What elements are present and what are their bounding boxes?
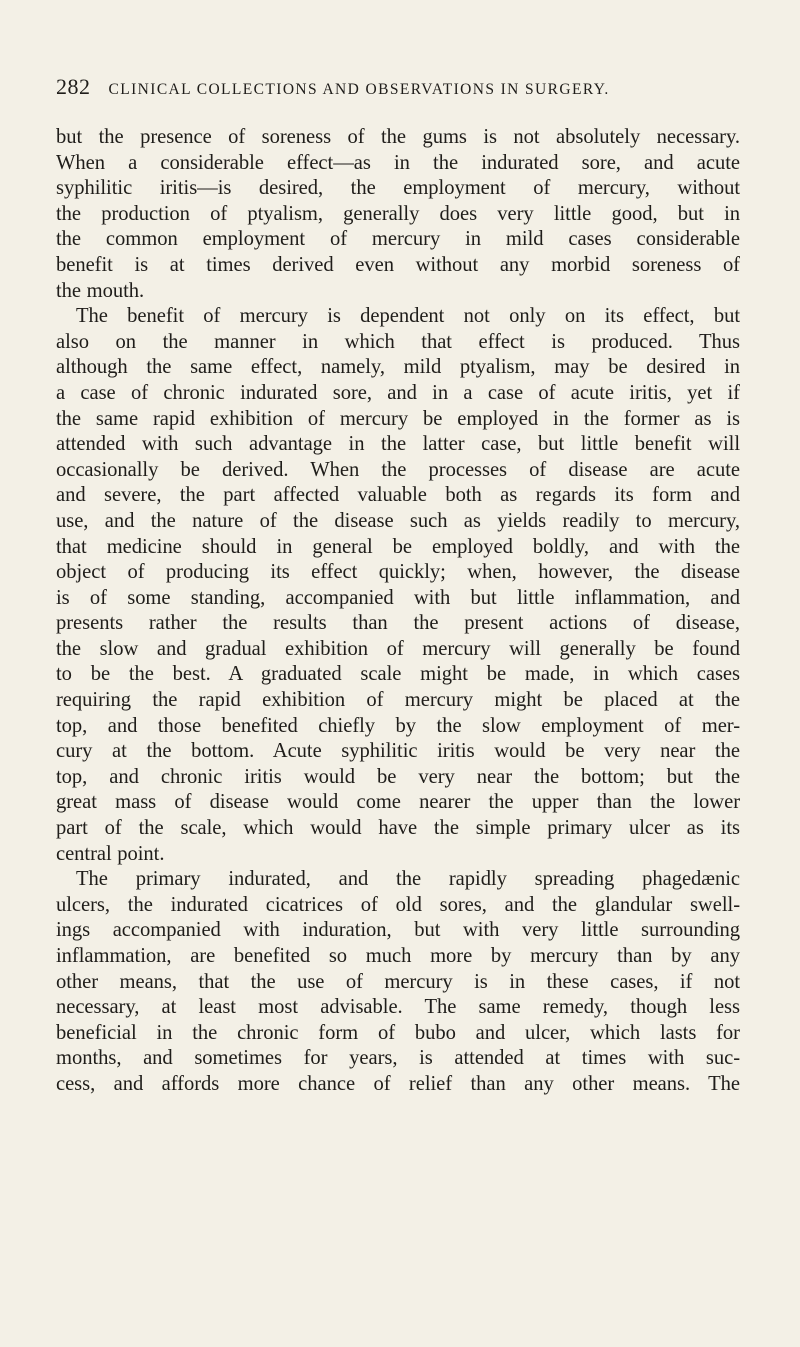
text-line: that medicine should in general be employed boldly, and with the: [56, 535, 740, 558]
text-line: and severe, the part affected valuable both as regards its form and: [56, 484, 740, 507]
running-title: CLINICAL COLLECTIONS AND OBSERVATIONS IN SURGERY.: [108, 81, 610, 98]
text-line: necessary, at least most advisable. The same remedy, though less: [56, 996, 740, 1019]
text-line: attended with such advantage in the latter case, but little benefit will: [56, 433, 740, 456]
text-line: presents rather the results than the present actions of disease,: [56, 612, 740, 635]
body-text: [56, 125, 740, 1098]
text-line: beneficial in the chronic form of bubo and ulcer, which lasts for: [56, 1021, 740, 1044]
text-line: a case of chronic indurated sore, and in a case of acute iritis, yet if: [56, 381, 740, 404]
text-line: The primary indurated, and the rapidly spreading phagedænic: [76, 868, 740, 891]
text-line: months, and sometimes for years, is attended at times with suc-: [56, 1047, 740, 1070]
text-line: also on the manner in which that effect is produced. Thus: [56, 330, 740, 353]
text-line: occasionally be derived. When the processes of disease are acute: [56, 458, 740, 481]
text-line: the production of ptyalism, generally does very little good, but in: [56, 202, 740, 225]
text-line: ulcers, the indurated cicatrices of old sores, and the glandular swell-: [56, 893, 740, 916]
text-line: part of the scale, which would have the simple primary ulcer as its: [56, 817, 740, 840]
text-line: but the presence of soreness of the gums is not absolutely necessary.: [56, 126, 740, 148]
text-line: use, and the nature of the disease such as yields readily to mercury,: [56, 509, 740, 532]
text-line: the mouth.: [56, 279, 145, 302]
text-line: the same rapid exhibition of mercury be employed in the former as is: [56, 407, 740, 430]
text-line: ings accompanied with induration, but with very little surrounding: [56, 919, 740, 942]
text-line: When a considerable effect—as in the indurated sore, and acute: [56, 151, 740, 174]
text-line: the slow and gradual exhibition of mercury will generally be found: [56, 637, 740, 660]
text-line: The benefit of mercury is dependent not only on its effect, but: [76, 305, 740, 328]
text-line: benefit is at times derived even without any morbid soreness of: [56, 253, 740, 276]
text-line: cury at the bottom. Acute syphilitic iritis would be very near the: [56, 740, 740, 763]
text-line: although the same effect, namely, mild ptyalism, may be desired in: [56, 356, 740, 379]
text-line: requiring the rapid exhibition of mercury might be placed at the: [56, 689, 740, 712]
text-line: is of some standing, accompanied with but little inflammation, and: [56, 586, 740, 609]
running-head: [56, 74, 740, 100]
text-line: to be the best. A graduated scale might be made, in which cases: [56, 663, 740, 686]
text-line: central point.: [56, 842, 165, 865]
text-line: other means, that the use of mercury is in these cases, if not: [56, 970, 740, 993]
text-line: top, and chronic iritis would be very near the bottom; but the: [56, 765, 740, 788]
text-line: the common employment of mercury in mild cases considerable: [56, 228, 740, 251]
text-line: top, and those benefited chiefly by the slow employment of mer-: [56, 714, 740, 737]
text-line: syphilitic iritis—is desired, the employment of mercury, without: [56, 177, 740, 200]
text-line: inflammation, are benefited so much more by mercury than by any: [56, 945, 740, 967]
text-line: great mass of disease would come nearer the upper than the lower: [56, 791, 740, 814]
page-number: 282: [56, 74, 91, 99]
text-line: object of producing its effect quickly; when, however, the disease: [56, 561, 740, 584]
text-line: cess, and affords more chance of relief than any other means. The: [56, 1072, 740, 1095]
